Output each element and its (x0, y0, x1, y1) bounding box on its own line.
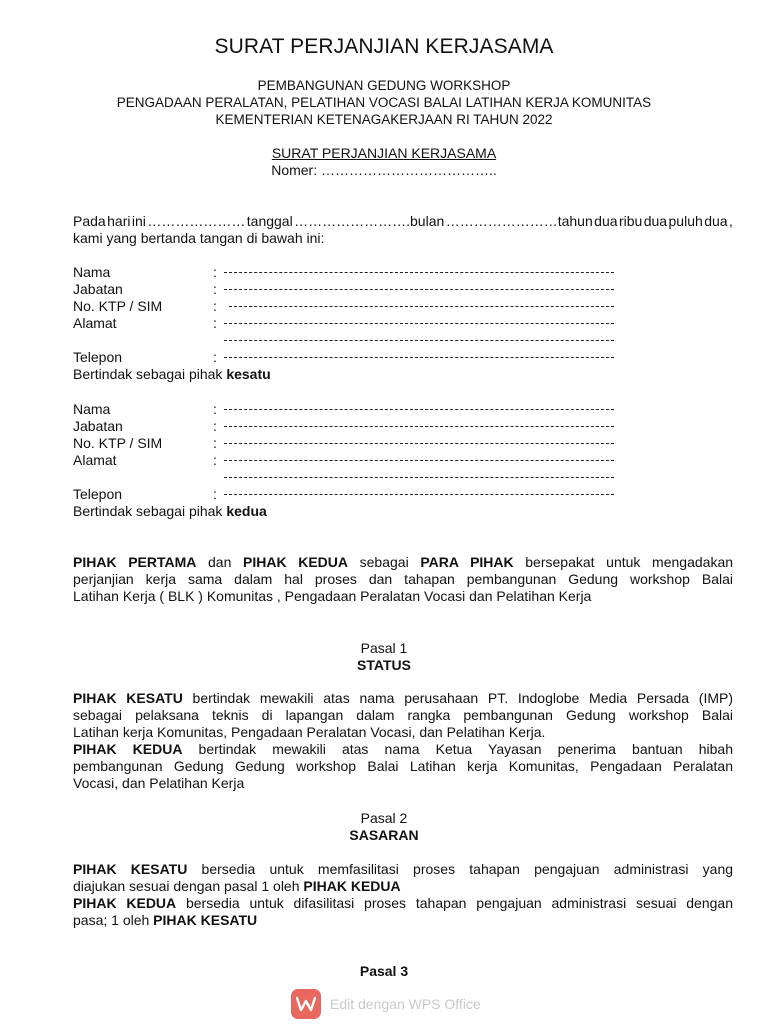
intro-word: Pada (73, 213, 106, 229)
blank-line (224, 323, 614, 324)
intro-word: ini (131, 213, 146, 229)
intro-word: ……………………tahun (445, 213, 593, 229)
field-colon: : (213, 298, 217, 314)
blank-line (224, 443, 614, 444)
bold-term: PIHAK KEDUA (243, 554, 349, 570)
agreement-heading: SURAT PERJANJIAN KERJASAMA (271, 145, 497, 161)
text-run: bertindak mewakili atas nama Ketua Yayasan penerima bantuan hibah (182, 741, 733, 757)
bold-term: PIHAK KEDUA (303, 878, 401, 894)
blank-line (224, 289, 614, 290)
text-run: dan (196, 554, 244, 570)
field-colon: : (213, 264, 217, 280)
intro-word: dua (643, 213, 668, 229)
field-label: Nama (73, 264, 111, 280)
paragraph-line: Latihan Kerja ( BLK ) Komunitas , Pengadaan Peralatan Vocasi dan Pelatihan Kerja (73, 588, 592, 604)
intro-word: hari (107, 213, 131, 229)
pasal-number: Pasal 2 (360, 810, 408, 826)
intro-word: puluh (668, 213, 703, 229)
subtitle-line-3: KEMENTERIAN KETENAGAKERJAAN RI TAHUN 2022 (215, 112, 553, 127)
field-label: Jabatan (73, 418, 123, 434)
document-title: SURAT PERJANJIAN KERJASAMA (214, 35, 554, 58)
paragraph-line: pembangunan Gedung Gedung workshop Balai Latihan kerja Komunitas, Pengadaan Peralatan (73, 758, 733, 774)
wps-office-icon (291, 989, 321, 1019)
text-run: sebagai (348, 554, 421, 570)
bold-term: PIHAK KESATU (73, 690, 183, 706)
pasal-number: Pasal 1 (360, 640, 408, 656)
text-run: diajukan sesuai dengan pasal 1 oleh (73, 878, 304, 894)
blank-line (224, 426, 614, 427)
bold-term: PIHAK PERTAMA (73, 554, 197, 570)
paragraph-line (73, 690, 733, 707)
paragraph-line (73, 878, 733, 895)
blank-line (224, 272, 614, 273)
intro-word: tanggal (246, 213, 293, 229)
pasal-2-heading (0, 810, 768, 844)
party-2-role (73, 503, 267, 520)
pasal-3-heading (0, 963, 768, 980)
blank-line (229, 306, 614, 307)
intro-line-2: kami yang bertanda tangan di bawah ini: (73, 230, 325, 246)
field-colon: : (213, 452, 217, 468)
text-run: bertindak mewakili atas nama perusahaan PT. Indoglobe Media Persada (IMP) (182, 690, 733, 706)
field-colon: : (213, 401, 217, 417)
blank-line (224, 477, 614, 478)
role-value: kesatu (226, 366, 271, 382)
bold-term: PIHAK KEDUA (73, 895, 177, 911)
blank-line (224, 409, 614, 410)
paragraph-line: Vocasi, dan Pelatihan Kerja (73, 775, 245, 791)
paragraph-line (73, 861, 733, 878)
subtitle-line-2: PENGADAAN PERALATAN, PELATIHAN VOCASI BALAI LATIHAN KERJA KOMUNITAS (116, 95, 652, 110)
field-label: Nama (73, 401, 111, 417)
field-label: No. KTP / SIM (73, 298, 163, 314)
field-label: No. KTP / SIM (73, 435, 163, 451)
role-prefix: Bertindak sebagai pihak (73, 503, 227, 519)
party-1-role (73, 366, 271, 383)
text-run: bersepakat untuk mengadakan (513, 554, 734, 570)
field-label: Jabatan (73, 281, 123, 297)
intro-word: ………………… (147, 213, 246, 229)
pasal-title: STATUS (357, 657, 411, 673)
blank-line (224, 494, 614, 495)
paragraph-line: perjanjian kerja sama dalam hal proses dan tahapan pembangunan Gedung workshop Balai (73, 571, 733, 587)
field-colon: : (213, 486, 217, 502)
intro-word: dua (594, 213, 618, 229)
field-label: Alamat (73, 452, 117, 468)
paragraph-line (73, 912, 733, 929)
intro-word: ribu (618, 213, 643, 229)
text-run: bersedia untuk difasilitasi proses tahapan pengajuan administrasi sesuai dengan (176, 895, 733, 911)
field-colon: : (213, 281, 217, 297)
pasal-number: Pasal 3 (359, 963, 409, 979)
blank-line (224, 340, 614, 341)
role-prefix: Bertindak sebagai pihak (73, 366, 227, 382)
paragraph-line: sebagai pelaksana teknis di lapangan dalam rangka pembangunan Gedung workshop Balai (73, 707, 733, 723)
paragraph-line (73, 554, 733, 571)
document-number: Nomer: ……………………………….. (271, 162, 497, 178)
bold-term: PIHAK KESATU (73, 861, 188, 877)
pasal-title: SASARAN (349, 827, 419, 843)
field-colon: : (213, 349, 217, 365)
text-run: pasa; 1 oleh (73, 912, 154, 928)
field-colon: : (213, 315, 217, 331)
field-label: Alamat (73, 315, 117, 331)
intro-line-1 (73, 213, 733, 230)
bold-term: PIHAK KEDUA (73, 741, 183, 757)
intro-word: , (728, 213, 733, 229)
paragraph-line (73, 895, 733, 912)
wps-edit-link[interactable] (291, 989, 481, 1019)
blank-line (224, 460, 614, 461)
wps-edit-label: Edit dengan WPS Office (330, 996, 481, 1012)
intro-word: dua (704, 213, 728, 229)
pasal-1-heading (0, 640, 768, 674)
field-colon: : (213, 418, 217, 434)
field-label: Telepon (73, 486, 123, 502)
bold-term: PARA PIHAK (420, 554, 514, 570)
text-run: bersedia untuk memfasilitasi proses tahapan pengajuan administrasi yang (187, 861, 734, 877)
role-value: kedua (226, 503, 267, 519)
field-colon: : (213, 435, 217, 451)
subtitle-line-1: PEMBANGUNAN GEDUNG WORKSHOP (257, 78, 511, 93)
intro-word: …………………….bulan (294, 213, 445, 229)
blank-line (224, 357, 614, 358)
wps-w-glyph (296, 996, 316, 1012)
paragraph-line: Latihan kerja Komunitas, Pengadaan Peralatan Vocasi, dan Pelatihan Kerja. (73, 724, 546, 740)
field-label: Telepon (73, 349, 123, 365)
paragraph-line (73, 741, 733, 758)
bold-term: PIHAK KESATU (153, 912, 258, 928)
